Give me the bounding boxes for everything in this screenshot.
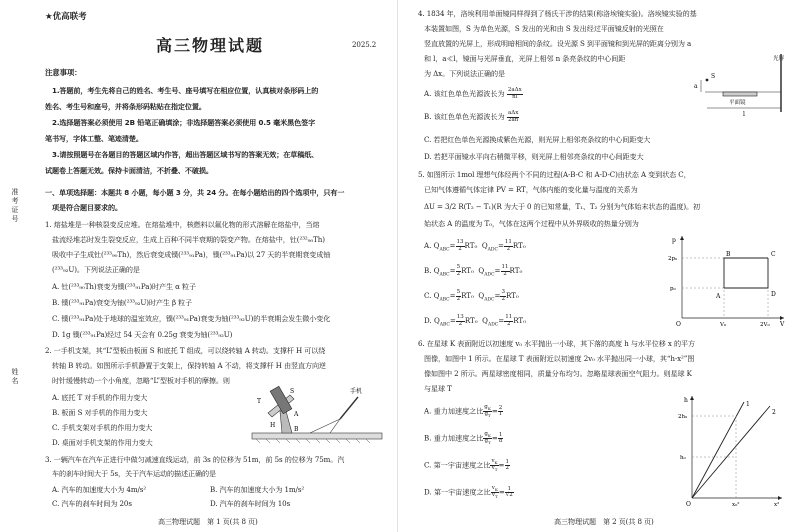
label-p0: p₀ — [670, 286, 676, 292]
side-view-base — [310, 419, 340, 433]
label-c: C — [771, 251, 776, 258]
denominator: 2 — [458, 245, 462, 252]
q1-option-a[interactable]: A. 钍(²³³₉₀Th)衰变为镤(²³³₉₁Pa)时产生 α 粒子 — [52, 282, 196, 291]
fig-label-a: a — [694, 83, 698, 90]
q4-option-c[interactable]: C. 若把红色单色光源换成紫色光源，则光屏上相邻亮条纹的中心间距变大 — [424, 135, 651, 144]
q4-line: 4. 1834 年，洛埃利用单面镜同样得到了杨氏干涉的结果(称洛埃镜实验)。洛埃镜实验的基 — [418, 9, 697, 18]
q-symbol: A. Q — [424, 241, 440, 250]
q1-option-c[interactable]: C. 镤(²³³₉₁Pa)处于地球的温室效应，镤(²³³₉₁Pa)衰变为铀(²³³₉₂U)的半衰期会发生微小变化 — [52, 314, 331, 323]
q4-option-b-text: B. 该红色单色光源波长为 — [424, 112, 505, 121]
note-line: 1.答题前，考生先将自己的姓名、考生号、座号填写在相应位置，认真核对条形码上的 — [52, 86, 319, 95]
q3-line: 车的刹车时间大于 5s，关于汽车运动的描述正确的是 — [52, 469, 216, 478]
q5-line: ΔU = 3/2 R(T₂ − T₁)(R 为大于 0 的已知常量，T₁、T₂ 分别为气体始末状态的温度)。初 — [424, 202, 701, 211]
fraction — [483, 432, 492, 445]
equals: = — [497, 241, 504, 250]
denominator — [491, 493, 499, 499]
q4-option-a-text: A. 该红色单色光源波长为 — [424, 89, 505, 98]
note-line: 试题卷上答题无效。保持卡面清洁，不折叠、不破损。 — [45, 166, 213, 175]
rt-term: RT₀ — [505, 291, 519, 300]
q6-line: 图像，如图中 1 所示。在星球 T 表面附近以初速度 2v₀ 水平抛出同一小球，其“h-x²”图 — [424, 354, 695, 363]
label-o: O — [686, 501, 691, 508]
fig-label-l: l — [743, 111, 745, 118]
q3-option-b[interactable]: B. 汽车的加速度大小为 1m/s² — [210, 485, 305, 494]
numerator: 2aΔx — [507, 87, 522, 93]
q2-option-d[interactable]: D. 桌面对手机支架的作用力变大 — [52, 438, 153, 447]
fig-label-s: S — [290, 388, 295, 395]
line-2 — [692, 406, 770, 498]
symbol: g — [484, 438, 489, 445]
page-footer: 高三物理试题 第 1 页(共 8 页) — [158, 517, 258, 526]
denominator — [483, 439, 492, 445]
label-v: V — [780, 321, 785, 328]
note-line: 3.请按照题号在各题目的答题区域内作答，超出答题区域书写的答案无效；在草稿纸、 — [52, 150, 319, 159]
numerator: 13 — [456, 314, 464, 320]
label-h: h — [684, 397, 688, 404]
equals: = — [449, 316, 456, 325]
q2-option-a[interactable]: A. 底托 T 对手机的作用力变大 — [52, 393, 148, 402]
q3-option-c[interactable]: C. 汽车的刹车时间为 20s — [52, 499, 132, 508]
option-text: B. 重力加速度之比 — [424, 433, 484, 443]
exam-date: 2025.2 — [352, 40, 377, 49]
q4-line: 为 Δx。下列说法正确的是 — [424, 69, 506, 78]
option-text: A. 重力加速度之比 — [424, 406, 484, 416]
denominator: 2 — [505, 465, 509, 472]
fraction — [505, 487, 514, 499]
fraction — [456, 315, 465, 327]
fraction — [504, 315, 513, 327]
label-a: A — [716, 293, 721, 300]
subscript: ADC — [487, 247, 498, 253]
q6-option-c[interactable] — [424, 459, 510, 472]
q5-line: 5. 如图所示 1mol 理想气体经两个不同的过程(A-B-C 和 A-D-C)由状态 A 变到状态 C， — [418, 170, 691, 179]
q4-option-b[interactable] — [424, 111, 519, 123]
symbol: g — [484, 404, 488, 410]
fraction — [498, 433, 504, 445]
support-rod-h — [280, 411, 292, 433]
q5-option-c[interactable] — [424, 290, 519, 302]
denominator: 8 — [498, 438, 503, 445]
equals: = — [494, 291, 501, 300]
q1-line: 吸收中子生成钍(²³³₉₀Th)，然后衰变成镤(²³³₉₁Pa)，镤(²³³₉₁Pa)以 27 天的半衰期衰变成铀 — [52, 250, 331, 259]
fraction — [491, 486, 499, 499]
numerator: 13 — [456, 239, 464, 245]
denominator: nl — [512, 93, 518, 100]
fig-label-b: B — [294, 426, 299, 433]
label-line-1: 1 — [746, 401, 750, 408]
symbol: g — [484, 431, 488, 437]
q6-line: 6. 在星球 K 表面附近以初速度 v₀ 水平抛出一小球，其下落的高度 h 与水平位移 x 的平方 — [418, 339, 695, 348]
denominator: 2 — [503, 270, 507, 277]
subscript: K — [494, 460, 498, 466]
section-heading-cont: 项是符合题目要求的。 — [52, 203, 122, 212]
subscript: ABC — [439, 297, 450, 303]
q-symbol: C. Q — [424, 291, 440, 300]
desk-hatching — [256, 439, 370, 443]
equals: = — [449, 266, 456, 275]
q4-option-a[interactable] — [424, 88, 523, 100]
q4-line: 本装置如图，S 为单色光源，S 发出的光和由 S 发出经过平面镜反射的光照在 — [424, 24, 664, 33]
denominator: 2an — [507, 116, 519, 123]
numerator: 5 — [456, 289, 461, 295]
q-symbol: Q — [482, 316, 488, 325]
label-v0: V₀ — [720, 322, 727, 328]
side-view-phone — [340, 397, 358, 419]
q-symbol: Q — [478, 266, 485, 275]
symbol: v — [491, 485, 495, 491]
denominator: 2 — [501, 295, 505, 302]
denominator: 1 — [498, 411, 503, 418]
subscript: K — [487, 406, 491, 412]
numerator: 5 — [456, 264, 461, 270]
equals: = — [498, 460, 505, 470]
subscript: T — [487, 413, 491, 419]
q6-option-a[interactable] — [424, 405, 503, 418]
rt-term: RT₀ — [509, 266, 523, 275]
fig-label-screen: 光屏 — [773, 56, 785, 62]
fraction — [456, 240, 465, 252]
fraction — [501, 265, 510, 277]
q1-line: 1. 熔盐堆是一种核裂变反应堆。在熔盐堆中，核燃料以氟化物的形式溶解在熔盐中，当熔 — [45, 220, 320, 229]
q1-option-d[interactable]: D. 1g 镤(²³³₉₁Pa)经过 54 天会有 0.25g 衰变为铀(²³³₉₂U) — [52, 330, 233, 339]
h-axis-arrow — [690, 396, 694, 400]
option-text: D. 第一宇宙速度之比 — [424, 487, 491, 497]
header-tag: ★优高联考 — [45, 12, 87, 22]
q1-option-b[interactable]: B. 镤(²³³₉₁Pa)衰变为铀(²³³₉₂U)时产生 β 粒子 — [52, 298, 193, 307]
label-p: p — [672, 237, 676, 244]
mirror-rect — [723, 92, 757, 96]
numerator: 11 — [505, 314, 513, 320]
equals: = — [498, 316, 505, 325]
fraction — [498, 406, 504, 418]
label-b: B — [726, 251, 731, 258]
equals: = — [498, 487, 505, 497]
side-label-name: 姓名 — [11, 368, 19, 386]
equals: = — [494, 266, 501, 275]
fraction — [507, 111, 519, 123]
denominator: 2 — [506, 245, 511, 252]
label-d: D — [771, 291, 776, 298]
fraction — [507, 88, 523, 100]
q2-line: 时针缓慢转动一个小角度，忽略“L”型板对手机的摩擦。则 — [52, 376, 230, 385]
q6-option-b[interactable] — [424, 432, 503, 445]
q-symbol: Q — [481, 241, 488, 250]
label-o: O — [676, 321, 681, 328]
denominator: √2 — [505, 492, 513, 499]
label-x0sq: x₀² — [732, 502, 740, 508]
numerator: 1 — [498, 431, 503, 438]
equals: = — [449, 241, 456, 250]
page-title: 高三物理试题 — [156, 36, 265, 55]
rt-term: RT₀ — [512, 241, 526, 250]
notes-title: 注意事项： — [45, 68, 82, 77]
option-text: C. 第一宇宙速度之比 — [424, 460, 491, 470]
q-symbol: B. Q — [424, 266, 440, 275]
symbol: v — [491, 458, 495, 464]
q6-line: 与星球 T — [424, 384, 452, 393]
note-line: 2.选择题答案必须使用 2B 铅笔正确填涂；非选择题答案必须使用 0.5 毫米黑色签字 — [52, 118, 316, 127]
rt-term: RT₀ — [464, 241, 478, 250]
numerator: 3 — [501, 289, 505, 295]
equals: = — [449, 291, 456, 300]
subscript: T — [494, 467, 498, 473]
subscript: K — [487, 433, 491, 439]
subscript: ADC — [487, 322, 499, 328]
x-axis-arrow — [778, 496, 782, 500]
desk-surface — [252, 433, 382, 439]
fraction — [483, 405, 492, 418]
label-line-2: 2 — [772, 409, 776, 416]
q4-line: 竖直放置的光屏上，形成明暗相间的条纹。设光源 S 到平面镜和到光屏的距离分别为 a — [424, 39, 692, 48]
label-2v0: 2V₀ — [760, 322, 770, 328]
q6-option-d[interactable] — [424, 486, 514, 499]
note-line: 姓名、考生号和座号，并将条形码粘贴在指定位置。 — [45, 102, 206, 111]
pv-diagram — [668, 232, 788, 328]
lloyd-mirror-figure — [693, 50, 791, 128]
q6-line: 像如图中 2 所示。两星球密度相同，质量分布均匀。忽略星球表面空气阻力。则星球 K — [424, 369, 692, 378]
fig-label-t: T — [257, 398, 262, 405]
fig-label-a: A — [294, 411, 299, 418]
p-axis-arrow — [680, 236, 684, 240]
label-2p0: 2p₀ — [668, 256, 678, 262]
rt-term: RT₀ — [513, 316, 527, 325]
page-footer: 高三物理试题 第 2 页(共 8 页) — [554, 517, 654, 526]
path-abc — [724, 258, 768, 288]
q5-line: 始状态 A 的温度为 T₀，气体在这两个过程中从外界吸收的热量分别为 — [424, 219, 639, 228]
denominator: 2 — [506, 320, 511, 327]
q2-option-c[interactable]: C. 手机支架对手机的作用力变大 — [52, 423, 153, 432]
denominator: 2 — [456, 295, 461, 302]
subscript: T — [494, 494, 498, 500]
section-heading: 一、单项选择题：本题共 8 小题，每小题 3 分，共 24 分。在每小题给出的四个选项中，只有一 — [45, 188, 345, 197]
fraction — [504, 240, 513, 252]
numerator: 11 — [504, 239, 512, 245]
rt-term: RT₀ — [461, 266, 474, 275]
path-adc — [724, 258, 768, 288]
h-x2-graph — [678, 392, 788, 508]
subscript: ADC — [484, 297, 495, 303]
q2-line: 2. 一手机支架，其“L”型板由板面 S 和底托 T 组成，可以绕转轴 A 转动。支撑杆 H 可以绕 — [45, 346, 326, 355]
subscript: ADC — [484, 272, 495, 278]
label-h0: h₀ — [680, 455, 686, 461]
numerator: 11 — [501, 264, 509, 270]
q3-line: 3. 一辆汽车在汽车正进行中做匀减速直线运动，前 3s 的位移为 51m，前 5s 的位移为 75m。汽 — [45, 455, 345, 464]
symbol: g — [484, 411, 488, 418]
source-dot — [706, 79, 709, 82]
label-2h0: 2h₀ — [678, 414, 688, 420]
q5-option-a[interactable] — [424, 240, 526, 252]
numerator: aΔx — [507, 110, 519, 116]
note-line: 笔书写，字体工整、笔迹清楚。 — [45, 134, 143, 143]
symbol: v — [491, 492, 495, 499]
q3-option-d[interactable]: D. 汽车的刹车时间为 10s — [210, 499, 291, 508]
q5-option-b[interactable] — [424, 265, 522, 277]
rt-term: RT₀ — [464, 316, 478, 325]
q5-option-d[interactable] — [424, 315, 526, 327]
v-axis-arrow — [780, 316, 784, 320]
rt-term: RT₀ — [461, 291, 474, 300]
symbol: v — [491, 465, 495, 472]
denominator: 2 — [456, 270, 461, 277]
equals: = — [491, 406, 498, 416]
q2-line: 转轴 B 转动。如图所示手机静置于支架上，保持转轴 A 不动，将支撑杆 H 由竖直方向逆 — [52, 361, 326, 370]
q1-line: (²³³₉₂U)。下列说法正确的是 — [52, 265, 140, 274]
denominator — [483, 412, 492, 418]
q2-option-b[interactable]: B. 板面 S 对手机的作用力变大 — [52, 408, 148, 417]
q1-line: 盐流经堆芯时发生裂变反应，生成上百种不同半衰期的裂变产物。在熔盐中，钍(²³²₉₀Th) — [52, 235, 325, 244]
q4-option-d[interactable]: D. 若把平面镜水平向右稍微平移，则光屏上相邻亮条纹的中心间距变大 — [424, 152, 644, 161]
q3-option-a[interactable]: A. 汽车的加速度大小为 4m/s² — [52, 485, 147, 494]
subscript: ABC — [439, 272, 450, 278]
subscript: ABC — [439, 322, 450, 328]
equals: = — [491, 433, 498, 443]
side-label-exam-number: 准考证号 — [11, 188, 19, 224]
fig-label-h: H — [270, 422, 276, 429]
fig-label-phone: 手机 — [350, 388, 363, 395]
numerator: 1 — [505, 487, 514, 494]
q5-line: 已知气体遵循气体定律 PV = RT，气体内能的变化量与温度的关系为 — [424, 185, 638, 194]
phone-stand-figure — [250, 383, 385, 445]
subscript: K — [494, 487, 498, 493]
q-symbol: Q — [478, 291, 485, 300]
q-symbol: D. Q — [424, 316, 440, 325]
numerator: 2 — [498, 404, 503, 411]
label-xsq: x² — [774, 502, 780, 508]
fig-label-s: S — [711, 73, 716, 80]
denominator — [490, 466, 498, 472]
fraction — [505, 460, 511, 472]
subscript: T — [488, 440, 491, 446]
fraction — [490, 459, 498, 472]
numerator: 1 — [505, 458, 509, 465]
subscript: ABC — [439, 247, 450, 253]
q4-line: 和 l，a≪l，镜面与光屏垂直，光屏上相邻 n 条亮条纹的中心间距 — [424, 54, 626, 63]
denominator: 2 — [458, 320, 463, 327]
right-page — [398, 0, 794, 532]
fig-label-mirror: 平面镜 — [729, 100, 746, 106]
